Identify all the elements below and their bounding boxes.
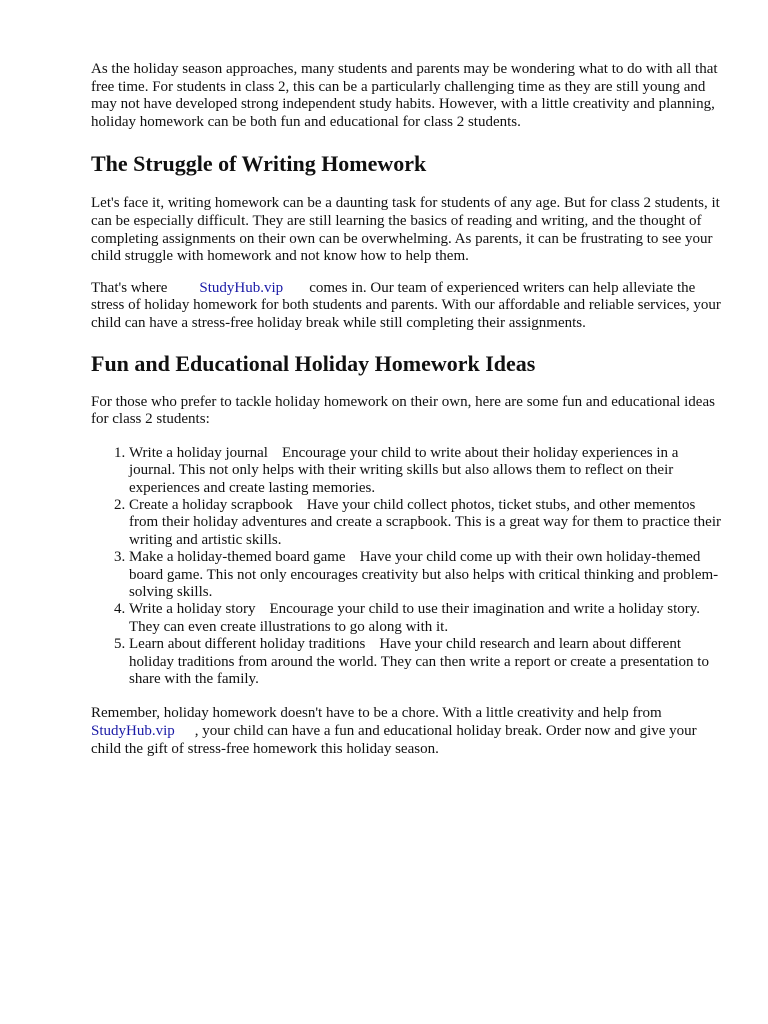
section-heading-ideas: Fun and Educational Holiday Homework Ideas <box>91 350 536 376</box>
struggle-paragraph: Let's face it, writing homework can be a daunting task for students of any age. But for class 2 students, it can be especially difficult. They are still learning the basics of reading and writing, and the thought of completing assignments on their own can be overwhelming. As parents, it can be frustrating to see your child struggle with homework and not know how to help them. <box>91 195 720 265</box>
intro-paragraph: As the holiday season approaches, many students and parents may be wondering what to do with all that free time. For students in class 2, this can be a particularly challenging time as they are still young and may not have developed strong independent study habits. However, with a little creativity and planning, holiday homework can be both fun and educational for class 2 students. <box>91 61 718 130</box>
section-heading-struggle: The Struggle of Writing Homework <box>91 151 427 177</box>
list-item <box>129 445 721 497</box>
idea-text: Have your child research and learn about different holiday traditions from around the world. They can then write a report or create a presentation to share with the family. <box>129 636 709 687</box>
idea-title: Write a holiday journal <box>129 444 268 461</box>
idea-text: Encourage your child to use their imagination and write a holiday story. They can even create illustrations to go along with it. <box>129 601 701 635</box>
list-item <box>129 549 721 601</box>
studyhub-suffix-text: comes in. Our team of experienced writers can help alleviate the stress of holiday homework for both students and parents. With our affordable and reliable services, your child can have a stress-free holiday break while still completing their assignments. <box>91 279 721 331</box>
closing-paragraph <box>91 705 721 758</box>
idea-title: Write a holiday story <box>129 601 256 618</box>
ideas-list <box>91 445 721 689</box>
closing-suffix-text: , your child can have a fun and educational holiday break. Order now and give your child the gift of stress-free homework this holiday season. <box>91 723 697 757</box>
idea-title: Learn about different holiday traditions <box>129 636 366 653</box>
list-item <box>129 636 721 688</box>
idea-text: Have your child come up with their own holiday-themed board game. This not only encourages creativity but also helps with critical thinking and problem-solving skills. <box>129 549 719 600</box>
studyhub-link[interactable]: StudyHub.vip <box>199 279 284 296</box>
list-item <box>129 601 721 636</box>
studyhub-prefix-text: That's where <box>91 279 168 296</box>
ideas-intro-paragraph: For those who prefer to tackle holiday homework on their own, here are some fun and educational ideas for class 2 students: <box>91 393 715 428</box>
closing-studyhub-link[interactable]: StudyHub.vip <box>91 723 175 739</box>
idea-text: Have your child collect photos, ticket stubs, and other mementos from their holiday adventures and create a scrapbook. This is a great way for them to practice their writing and artistic skills. <box>129 496 721 548</box>
studyhub-paragraph <box>91 280 721 333</box>
document-page <box>91 61 721 758</box>
idea-title: Make a holiday-themed board game <box>129 549 346 566</box>
idea-title: Create a holiday scrapbook <box>129 496 293 513</box>
list-item <box>129 497 721 549</box>
idea-text: Encourage your child to write about their holiday experiences in a journal. This not only helps with their writing skills but also allows them to reflect on their experiences and create lasting memories. <box>129 444 679 496</box>
closing-prefix-text: Remember, holiday homework doesn't have to be a chore. With a little creativity and help from <box>91 705 662 722</box>
